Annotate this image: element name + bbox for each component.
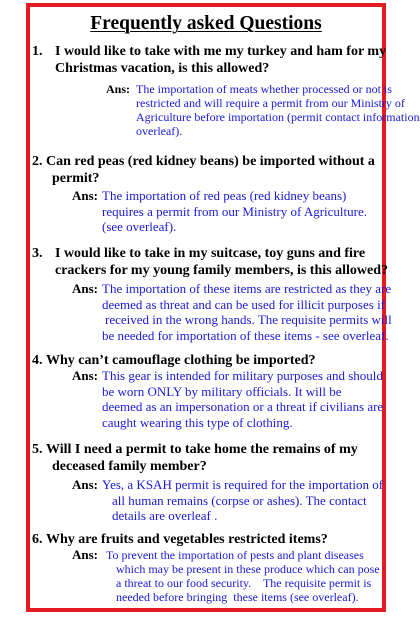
faq-1-number: 1.	[32, 44, 43, 59]
faq-2-question-line-1: Can red peas (red kidney beans) be imported without a	[46, 154, 375, 169]
faq-4-answer-line-1: This gear is intended for military purposes and should	[102, 368, 383, 383]
faq-5-question-line-1: Will I need a permit to take home the remains of my	[46, 442, 358, 457]
faq-2-answer-line-2: requires a permit from our Ministry of Agriculture.	[102, 203, 367, 219]
faq-1-answer-line-4: overleaf).	[136, 124, 183, 138]
faq-6-answer-line-2: which may be present in these produce which can pose	[116, 562, 380, 576]
faq-6-answer-line-3: a threat to our food security. The requisite permit is	[116, 576, 372, 590]
faq-2-answer-line-1: The importation of red peas (red kidney beans)	[102, 188, 347, 203]
faq-5-answer-label: Ans:	[72, 477, 99, 492]
faq-3-answer-line-3: received in the wrong hands. The requisite permits will	[105, 312, 392, 327]
faq-2-number: 2.	[32, 154, 43, 169]
faq-6-question	[32, 531, 328, 548]
faq-1-answer	[106, 82, 420, 138]
faq-1-answer-label: Ans:	[106, 82, 131, 96]
faq-2-question	[32, 153, 375, 187]
faq-3-answer-line-2: deemed as threat and can be used for illicit purposes if	[102, 296, 386, 312]
faq-4-answer-line-3: deemed as an impersonation or a threat if civilians are	[102, 399, 384, 414]
faq-6-answer-label: Ans:	[72, 547, 99, 562]
faq-6-answer-line-1: To prevent the importation of pests and plant diseases	[106, 548, 364, 562]
faq-5-answer	[72, 477, 384, 524]
faq-5-answer-line-1: Yes, a KSAH permit is required for the importation of	[102, 477, 384, 492]
faq-5-answer-line-2: all human remains (corpse or ashes). The contact	[112, 492, 367, 508]
faq-6-question-line-1: Why are fruits and vegetables restricted items?	[46, 532, 328, 547]
faq-2-answer-line-3: (see overleaf).	[102, 219, 177, 234]
faq-5-number: 5.	[32, 442, 43, 457]
faq-6-number: 6.	[32, 532, 43, 547]
faq-2-answer-label: Ans:	[72, 188, 99, 203]
faq-1-answer-line-3: Agriculture before importation (permit contact information	[136, 110, 420, 124]
faq-3-answer-label: Ans:	[72, 281, 99, 296]
faq-3-answer	[72, 281, 392, 343]
faq-3-question-line-2: crackers for my young family members, is this allowed?	[55, 263, 388, 278]
faq-3-question	[32, 245, 388, 279]
faq-1-answer-line-2: restricted and will require a permit from our Ministry of	[136, 96, 405, 110]
faq-3-answer-line-1: The importation of these items are restricted as they are	[102, 281, 392, 296]
faq-4-answer-line-2: be worn ONLY by military officials. It will be	[102, 383, 342, 399]
faq-1-question-line-2: Christmas vacation, is this allowed?	[55, 61, 270, 76]
faq-4-answer-label: Ans:	[72, 368, 99, 383]
faq-3-number: 3.	[32, 246, 43, 261]
faq-4-answer-line-4: caught wearing this type of clothing.	[102, 414, 293, 430]
faq-4-answer	[72, 368, 384, 430]
faq-6-answer	[72, 547, 380, 604]
faq-5-question-line-2: deceased family member?	[52, 459, 207, 474]
faq-border-frame	[26, 3, 420, 612]
faq-1-answer-line-1: The importation of meats whether processed or not is	[136, 82, 392, 96]
faq-2-answer	[72, 188, 367, 235]
page-title: Frequently asked Questions	[90, 13, 322, 34]
faq-6-answer-line-4: needed before bringing these items (see overleaf).	[116, 590, 359, 604]
faq-5-answer-line-3: details are overleaf .	[112, 508, 218, 523]
faq-4-question	[32, 352, 315, 369]
faq-3-question-line-1: I would like to take in my suitcase, toy guns and fire	[55, 246, 366, 261]
faq-4-question-line-1: Why can’t camouflage clothing be imported?	[46, 353, 316, 368]
faq-5-question	[32, 441, 358, 475]
faq-1-question	[32, 43, 386, 77]
faq-3-answer-line-4: be needed for importation of these items - see overleaf.	[102, 327, 389, 343]
faq-4-number: 4.	[32, 353, 43, 368]
faq-2-question-line-2: permit?	[52, 171, 100, 186]
faq-1-question-line-1: I would like to take with me my turkey and ham for my	[55, 44, 387, 59]
